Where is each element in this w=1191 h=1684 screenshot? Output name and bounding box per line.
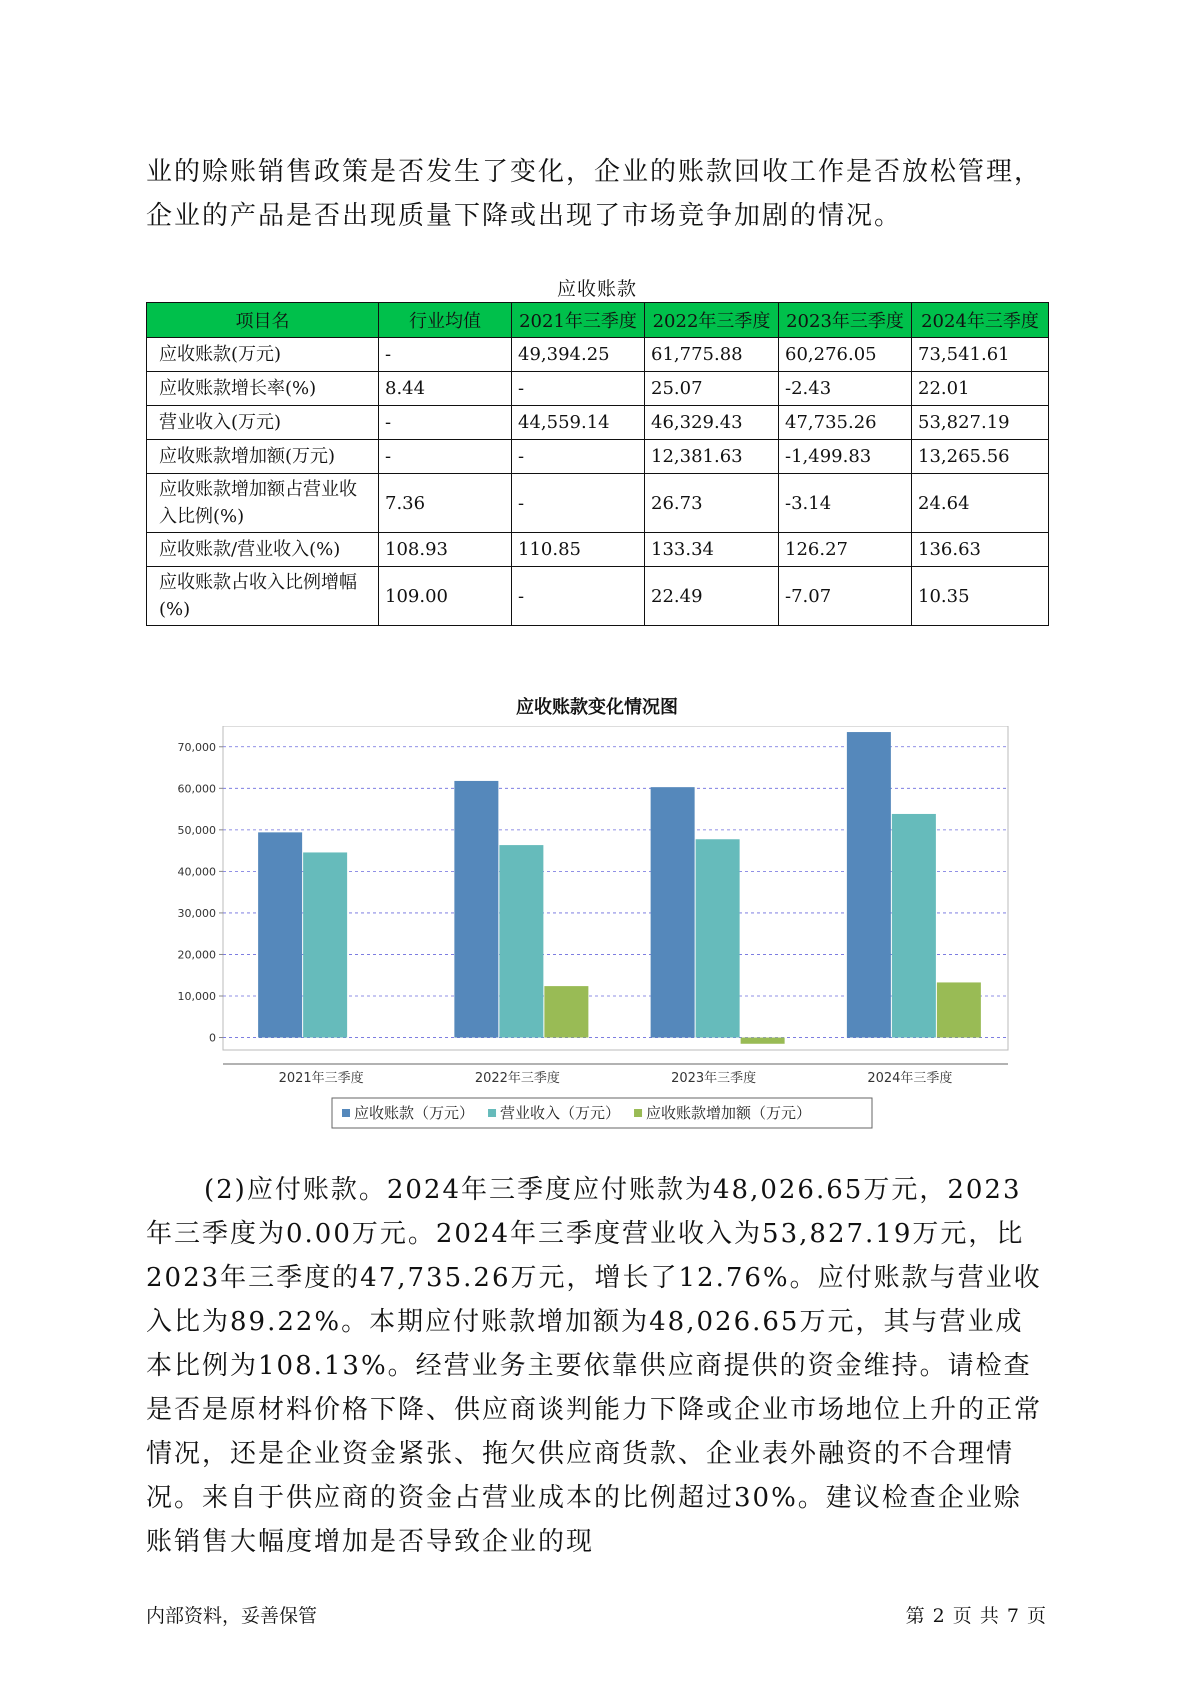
table-cell: -: [379, 338, 512, 372]
bar: [258, 832, 302, 1037]
x-tick-label: 2023年三季度: [671, 1071, 757, 1086]
bar: [303, 852, 347, 1037]
table-cell: 109.00: [379, 567, 512, 626]
table-cell: -7.07: [779, 567, 912, 626]
bar: [499, 845, 543, 1037]
paragraph-top: 业的赊账销售政策是否发生了变化，企业的账款回收工作是否放松管理，企业的产品是否出现质量下降或出现了市场竞争加剧的情况。: [146, 157, 1043, 231]
table-cell: 13,265.56: [912, 440, 1049, 474]
y-tick-label: 40,000: [177, 865, 216, 879]
legend-swatch: [488, 1109, 496, 1117]
table-cell: 44,559.14: [512, 406, 645, 440]
row-label: 营业收入(万元): [147, 406, 379, 440]
table-cell: 22.49: [645, 567, 779, 626]
table-header-cell: 2021年三季度: [512, 303, 645, 338]
table-cell: 49,394.25: [512, 338, 645, 372]
row-label: 应收账款/营业收入(%): [147, 533, 379, 567]
page-number: 第 2 页 共 7 页: [905, 1605, 1047, 1627]
receivables-bar-chart: [146, 726, 1048, 1138]
receivables-table: [146, 302, 1049, 626]
table-cell: 108.93: [379, 533, 512, 567]
table-row: [147, 372, 1049, 406]
table-cell: 47,735.26: [779, 406, 912, 440]
table-cell: 8.44: [379, 372, 512, 406]
table-cell: 136.63: [912, 533, 1049, 567]
bar: [696, 839, 740, 1037]
bar: [892, 814, 936, 1038]
table-cell: -3.14: [779, 474, 912, 533]
table-cell: 25.07: [645, 372, 779, 406]
table-row: [147, 474, 1049, 533]
x-tick-label: 2021年三季度: [278, 1071, 364, 1086]
y-tick-label: 50,000: [177, 823, 216, 837]
y-tick-label: 70,000: [177, 740, 216, 754]
table-cell: 53,827.19: [912, 406, 1049, 440]
table-cell: -: [379, 406, 512, 440]
table-cell: 133.34: [645, 533, 779, 567]
y-tick-label: 0: [209, 1031, 216, 1045]
table-cell: 46,329.43: [645, 406, 779, 440]
paragraph-bottom: (2)应付账款。2024年三季度应付账款为48,026.65万元，2023年三季度为0.00万元。2024年三季度营业收入为53,827.19万元，比2023年三季度的47,735.26万元，增长了12.76%。应付账款与营业收入比为89.22%。本期应付账款增加额为48,026.65万元，其与营业成本比例为108.13%。经营业务主要依靠供应商提供的资金维持。请检查是否是原材料价格下降、供应商谈判能力下降或企业市场地位上升的正常情况，还是企业资金紧张、拖欠供应商货款、企业表外融资的不合理情况。来自于供应商的资金占营业成本的比例超过30%。建议检查企业赊账销售大幅度增加是否导致企业的现: [146, 1175, 1043, 1557]
footer-note: 内部资料，妥善保管: [146, 1605, 318, 1627]
table-cell: 26.73: [645, 474, 779, 533]
table-cell: 10.35: [912, 567, 1049, 626]
bar: [454, 781, 498, 1038]
row-label: 应收账款增加额占营业收入比例(%): [147, 474, 379, 533]
legend-label: 应收账款增加额（万元）: [646, 1104, 812, 1122]
table-header-cell: 2022年三季度: [645, 303, 779, 338]
table-header-cell: 项目名: [147, 303, 379, 338]
table-cell: 22.01: [912, 372, 1049, 406]
row-label: 应收账款占收入比例增幅(%): [147, 567, 379, 626]
row-label: 应收账款增长率(%): [147, 372, 379, 406]
bar: [651, 787, 695, 1037]
table-header-cell: 2024年三季度: [912, 303, 1049, 338]
x-tick-label: 2022年三季度: [474, 1071, 560, 1086]
table-cell: 7.36: [379, 474, 512, 533]
table-cell: 24.64: [912, 474, 1049, 533]
table-cell: 126.27: [779, 533, 912, 567]
table-cell: 73,541.61: [912, 338, 1049, 372]
legend-swatch: [634, 1109, 642, 1117]
table-row: [147, 406, 1049, 440]
y-tick-label: 30,000: [177, 906, 216, 920]
bar: [544, 986, 588, 1037]
table-row: [147, 533, 1049, 567]
table-caption: 应收账款: [556, 278, 637, 300]
table-row: [147, 567, 1049, 626]
table-cell: -: [512, 567, 645, 626]
bar: [741, 1038, 785, 1044]
legend-swatch: [342, 1109, 350, 1117]
table-header-cell: 行业均值: [379, 303, 512, 338]
table-cell: 12,381.63: [645, 440, 779, 474]
y-tick-label: 10,000: [177, 990, 216, 1003]
table-cell: -: [512, 372, 645, 406]
row-label: 应收账款(万元): [147, 338, 379, 372]
table-row: [147, 440, 1049, 474]
table-cell: 60,276.05: [779, 338, 912, 372]
x-tick-label: 2024年三季度: [867, 1071, 953, 1086]
table-cell: 110.85: [512, 533, 645, 567]
bar: [937, 982, 981, 1037]
row-label: 应收账款增加额(万元): [147, 440, 379, 474]
table-cell: 61,775.88: [645, 338, 779, 372]
legend-label: 应收账款（万元）: [354, 1104, 475, 1122]
table-cell: -: [512, 474, 645, 533]
y-tick-label: 60,000: [177, 782, 216, 796]
table-row: [147, 338, 1049, 372]
legend-label: 营业收入（万元）: [500, 1104, 621, 1122]
table-cell: -1,499.83: [779, 440, 912, 474]
table-header-row: [147, 303, 1049, 338]
y-tick-label: 20,000: [177, 948, 216, 962]
table-cell: -2.43: [779, 372, 912, 406]
table-cell: -: [512, 440, 645, 474]
table-header-cell: 2023年三季度: [779, 303, 912, 338]
table-cell: -: [379, 440, 512, 474]
bar: [847, 732, 891, 1037]
chart-title: 应收账款变化情况图: [516, 697, 678, 718]
